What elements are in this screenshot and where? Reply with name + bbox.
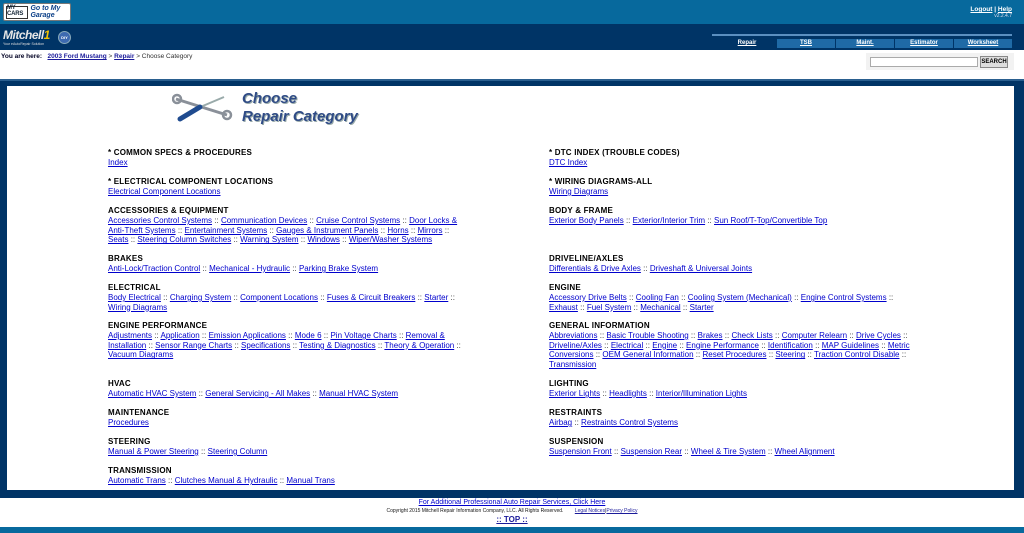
breadcrumb-sep: > — [108, 53, 113, 60]
link-seats[interactable]: Seats — [108, 235, 129, 245]
link-engine[interactable]: Engine — [652, 340, 678, 350]
category-links — [108, 331, 470, 360]
link-warning-system[interactable]: Warning System — [240, 235, 299, 245]
link-separator: :: — [168, 476, 173, 485]
link-separator: :: — [775, 331, 780, 340]
category-heading: STEERING — [108, 437, 151, 446]
help-link[interactable]: Help — [997, 6, 1012, 13]
link-electrical[interactable]: Electrical — [610, 340, 644, 350]
link-sensor-range-charts[interactable]: Sensor Range Charts — [155, 340, 233, 350]
link-separator: :: — [288, 331, 293, 340]
link-separator: :: — [681, 293, 686, 302]
link-separator: :: — [201, 331, 207, 340]
link-separator: :: — [695, 350, 701, 360]
link-windows[interactable]: Windows — [307, 235, 340, 245]
link-driveshaft-universal-joints[interactable]: Driveshaft & Universal Joints — [649, 264, 753, 273]
link-procedures[interactable]: Procedures — [108, 418, 149, 427]
link-separator: :: — [292, 340, 298, 350]
link-separator: :: — [815, 340, 820, 350]
separator: | — [994, 6, 997, 13]
category-links — [549, 293, 911, 312]
link-restraints-control-systems[interactable]: Restraints Control Systems — [581, 418, 678, 427]
garage-label: Go to My Garage — [30, 5, 61, 19]
category-common-specs-procedures — [108, 148, 470, 168]
separator: | — [605, 508, 607, 514]
category-links — [549, 216, 911, 226]
category-heading: TRANSMISSION — [108, 466, 172, 475]
link-separator: :: — [450, 293, 455, 302]
link-index[interactable]: Index — [108, 158, 128, 167]
link-theory-operation[interactable]: Theory & Operation — [384, 340, 455, 350]
link-separator: :: — [649, 389, 654, 398]
logo-tagline: Your eAutoRepair Solution — [3, 42, 45, 46]
category-heading: * DTC INDEX (TROUBLE CODES) — [549, 148, 680, 157]
account-links — [970, 6, 1012, 19]
category-engine-performance — [108, 321, 470, 360]
link-separator: :: — [580, 302, 585, 312]
link-general-servicing-all-makes[interactable]: General Servicing - All Makes — [205, 389, 311, 398]
link-parking-brake-system[interactable]: Parking Brake System — [298, 264, 379, 273]
link-separator: :: — [377, 340, 383, 350]
link-map-guidelines[interactable]: MAP Guidelines — [821, 340, 879, 350]
go-to-my-garage-button[interactable] — [3, 3, 71, 21]
link-exterior-interior-trim[interactable]: Exterior/Interior Trim — [632, 216, 706, 225]
link-separator: :: — [214, 216, 219, 225]
link-pin-voltage-charts[interactable]: Pin Voltage Charts — [330, 331, 397, 340]
category-links — [549, 331, 911, 369]
link-starter[interactable]: Starter — [689, 302, 714, 312]
link-automatic-trans[interactable]: Automatic Trans — [108, 476, 166, 485]
link-separator: :: — [234, 340, 239, 350]
category-links — [549, 264, 911, 274]
category-links — [108, 293, 470, 312]
link-separator: :: — [269, 225, 274, 235]
link-separator: :: — [707, 216, 712, 225]
link-separator: :: — [604, 340, 609, 350]
link-specifications[interactable]: Specifications — [241, 340, 291, 350]
tab-bar-line — [712, 34, 1012, 36]
link-sun-roof-t-top-convertible-top[interactable]: Sun Roof/T-Top/Convertible Top — [714, 216, 828, 225]
link-anti-lock-traction-control[interactable]: Anti-Lock/Traction Control — [108, 264, 201, 273]
link-engine-control-systems[interactable]: Engine Control Systems — [800, 293, 887, 302]
category-wiring-diagrams-all — [549, 177, 911, 197]
link-emission-applications[interactable]: Emission Applications — [208, 331, 286, 340]
category-heading: ELECTRICAL — [108, 283, 161, 292]
link-cruise-control-systems[interactable]: Cruise Control Systems — [316, 216, 401, 225]
back-to-top-link[interactable]: :: TOP :: — [496, 515, 528, 524]
category-heading: BRAKES — [108, 254, 143, 263]
breadcrumb-vehicle[interactable]: 2003 Ford Mustang — [47, 53, 107, 60]
footer — [0, 498, 1024, 524]
category-heading: * COMMON SPECS & PROCEDURES — [108, 148, 253, 157]
category-links — [549, 187, 911, 197]
link-gauges-instrument-panels[interactable]: Gauges & Instrument Panels — [276, 225, 379, 235]
category-driveline-axles — [549, 254, 911, 274]
link-exterior-body-panels[interactable]: Exterior Body Panels — [549, 216, 624, 225]
link-separator: :: — [903, 331, 908, 340]
category-electrical — [108, 283, 470, 312]
link-traction-control-disable[interactable]: Traction Control Disable — [813, 350, 900, 360]
category-lighting — [549, 379, 911, 399]
link-differentials-drive-axles[interactable]: Differentials & Drive Axles — [549, 264, 641, 273]
link-separator: :: — [312, 389, 317, 398]
link-wiper-washer-systems[interactable]: Wiper/Washer Systems — [348, 235, 433, 245]
link-horns[interactable]: Horns — [387, 225, 409, 235]
category-links — [549, 418, 911, 428]
link-steering[interactable]: Steering — [775, 350, 806, 360]
link-communication-devices[interactable]: Communication Devices — [220, 216, 308, 225]
link-separator: :: — [279, 476, 285, 485]
link-separator: :: — [645, 340, 650, 350]
link-separator: :: — [807, 350, 812, 360]
link-clutches-manual-hydraulic[interactable]: Clutches Manual & Hydraulic — [174, 476, 278, 485]
link-application[interactable]: Application — [160, 331, 200, 340]
category-links — [549, 447, 911, 457]
tab-estimator[interactable]: Estimator — [895, 39, 953, 48]
link-fuel-system[interactable]: Fuel System — [586, 302, 632, 312]
link-separator: :: — [901, 350, 907, 360]
privacy-policy-link[interactable]: Privacy Policy — [606, 508, 638, 514]
link-separator: :: — [625, 216, 631, 225]
link-manual-hvac-system[interactable]: Manual HVAC System — [319, 389, 399, 398]
link-mechanical-hydraulic[interactable]: Mechanical - Hydraulic — [209, 264, 291, 273]
link-separator: :: — [292, 264, 297, 273]
legal-notices-link[interactable]: Legal Notices — [574, 508, 606, 514]
tab-tsb[interactable]: TSB — [777, 39, 835, 48]
link-exhaust[interactable]: Exhaust — [549, 302, 578, 312]
category-links — [549, 158, 911, 168]
category-heading: SUSPENSION — [549, 437, 604, 446]
link-computer-relearn[interactable]: Computer Relearn — [781, 331, 848, 340]
category-body-frame — [549, 206, 911, 226]
link-separator: :: — [629, 293, 634, 302]
link-wheel-tire-system[interactable]: Wheel & Tire System — [690, 447, 766, 456]
link-wiring-diagrams[interactable]: Wiring Diagrams — [549, 187, 609, 196]
link-manual-trans[interactable]: Manual Trans — [286, 476, 335, 485]
copyright-text: Copyright 2015 Mitchell Repair Information Company, LLC. All Rights Reserved. — [386, 508, 564, 514]
link-engine-performance[interactable]: Engine Performance — [686, 340, 759, 350]
search-box — [866, 53, 1014, 70]
nav-tabs — [718, 39, 1012, 48]
link-fuses-circuit-breakers[interactable]: Fuses & Circuit Breakers — [326, 293, 416, 302]
copyright — [0, 508, 1024, 514]
link-separator: :: — [300, 235, 306, 245]
mitchell1-logo — [3, 28, 68, 46]
link-door-locks-anti-theft-systems[interactable]: Door Locks & Anti-Theft Systems — [108, 216, 458, 235]
title-line-1: Choose — [242, 90, 298, 107]
link-separator: :: — [767, 447, 773, 456]
link-separator: :: — [888, 293, 894, 302]
category-links — [108, 418, 470, 428]
link-basic-trouble-shooting[interactable]: Basic Trouble Shooting — [606, 331, 689, 340]
link-separator: :: — [402, 216, 407, 225]
link-driveline-axles[interactable]: Driveline/Axles — [549, 340, 602, 350]
link-abbreviations[interactable]: Abbreviations — [549, 331, 598, 340]
page-title — [242, 90, 358, 126]
category-heading: * WIRING DIAGRAMS-ALL — [549, 177, 653, 186]
category-accessories-equipment — [108, 206, 470, 245]
link-suspension-rear[interactable]: Suspension Rear — [620, 447, 682, 456]
link-starter[interactable]: Starter — [424, 293, 449, 302]
link-vacuum-diagrams[interactable]: Vacuum Diagrams — [108, 350, 174, 360]
link-separator: :: — [444, 225, 450, 235]
category-electrical-component-locations — [108, 177, 470, 197]
category-steering — [108, 437, 470, 457]
category-heading: ENGINE — [549, 283, 581, 292]
link-separator: :: — [574, 418, 579, 427]
tab-repair[interactable]: Repair — [718, 39, 776, 48]
category-heading: * ELECTRICAL COMPONENT LOCATIONS — [108, 177, 274, 186]
link-suspension-front[interactable]: Suspension Front — [549, 447, 612, 456]
link-cooling-system-mechanical[interactable]: Cooling System (Mechanical) — [687, 293, 792, 302]
category-links — [108, 187, 470, 197]
link-separator: :: — [684, 447, 689, 456]
category-engine — [549, 283, 911, 312]
link-cooling-fan[interactable]: Cooling Fan — [635, 293, 679, 302]
link-body-electrical[interactable]: Body Electrical — [108, 293, 161, 302]
title-line-2: Repair Category — [242, 108, 358, 125]
category-brakes — [108, 254, 470, 274]
category-heading: RESTRAINTS — [549, 408, 603, 417]
link-separator: :: — [417, 293, 423, 302]
link-separator: :: — [233, 235, 238, 245]
link-headlights[interactable]: Headlights — [609, 389, 647, 398]
link-separator: :: — [761, 340, 766, 350]
link-separator: :: — [130, 235, 136, 245]
breadcrumb — [1, 53, 192, 60]
wrench-screwdriver-icon — [172, 93, 234, 123]
link-separator: :: — [177, 225, 183, 235]
version-label: v2.2.4.7 — [994, 13, 1012, 19]
link-wheel-alignment[interactable]: Wheel Alignment — [774, 447, 835, 456]
category-links — [108, 389, 470, 399]
link-separator: :: — [595, 350, 601, 360]
breadcrumb-sep: > — [136, 53, 140, 60]
link-check-lists[interactable]: Check Lists — [731, 331, 773, 340]
link-mechanical[interactable]: Mechanical — [640, 302, 681, 312]
link-separator: :: — [320, 293, 325, 302]
link-separator: :: — [154, 331, 159, 340]
link-mirrors[interactable]: Mirrors — [417, 225, 443, 235]
link-drive-cycles[interactable]: Drive Cycles — [856, 331, 901, 340]
breadcrumb-prefix: You are here: — [1, 53, 43, 60]
category-links — [549, 389, 911, 399]
link-separator: :: — [198, 389, 204, 398]
logo-number: 1 — [43, 28, 50, 42]
link-adjustments[interactable]: Adjustments — [108, 331, 153, 340]
link-separator: :: — [200, 447, 206, 456]
link-component-locations[interactable]: Component Locations — [240, 293, 318, 302]
category-heading: LIGHTING — [549, 379, 589, 388]
category-links — [108, 476, 470, 486]
category-heading: DRIVELINE/AXLES — [549, 254, 624, 263]
link-separator: :: — [599, 331, 605, 340]
category-links — [108, 447, 470, 457]
my-cars-plate-icon: MY CARS — [6, 6, 28, 19]
link-separator: :: — [202, 264, 207, 273]
link-separator: :: — [643, 264, 648, 273]
link-separator: :: — [794, 293, 799, 302]
category-heading: ACCESSORIES & EQUIPMENT — [108, 206, 229, 215]
category-links — [108, 158, 470, 168]
link-separator: :: — [233, 293, 238, 302]
bottom-bar — [0, 527, 1024, 533]
category-heading: MAINTENANCE — [108, 408, 170, 417]
link-testing-diagnostics[interactable]: Testing & Diagnostics — [299, 340, 376, 350]
link-removal-installation[interactable]: Removal & Installation — [108, 331, 445, 350]
link-separator: :: — [398, 331, 404, 340]
link-wiring-diagrams[interactable]: Wiring Diagrams — [108, 302, 168, 312]
link-separator: :: — [849, 331, 854, 340]
category-heading: HVAC — [108, 379, 131, 388]
link-separator: :: — [602, 389, 607, 398]
link-dtc-index[interactable]: DTC Index — [549, 158, 588, 167]
link-metric-conversions[interactable]: Metric Conversions — [549, 340, 910, 360]
category-dtc-index-trouble-codes — [549, 148, 911, 168]
link-steering-column[interactable]: Steering Column — [207, 447, 268, 456]
category-links — [108, 264, 470, 274]
link-manual-power-steering[interactable]: Manual & Power Steering — [108, 447, 199, 456]
category-links — [108, 216, 470, 245]
link-entertainment-systems[interactable]: Entertainment Systems — [184, 225, 268, 235]
link-separator: :: — [768, 350, 774, 360]
link-separator: :: — [682, 302, 688, 312]
link-separator: :: — [163, 293, 168, 302]
category-transmission — [108, 466, 470, 486]
link-separator: :: — [342, 235, 347, 245]
link-accessory-drive-belts[interactable]: Accessory Drive Belts — [549, 293, 627, 302]
link-accessories-control-systems[interactable]: Accessories Control Systems — [108, 216, 213, 225]
category-maintenance — [108, 408, 470, 428]
category-heading: ENGINE PERFORMANCE — [108, 321, 208, 330]
diy-badge: DIY — [58, 31, 71, 44]
logout-link[interactable]: Logout — [970, 6, 993, 13]
tab-worksheet[interactable]: Worksheet — [954, 39, 1012, 48]
link-separator: :: — [410, 225, 416, 235]
link-automatic-hvac-system[interactable]: Automatic HVAC System — [108, 389, 197, 398]
category-heading: BODY & FRAME — [549, 206, 614, 215]
link-mode-6[interactable]: Mode 6 — [294, 331, 322, 340]
link-separator: :: — [679, 340, 684, 350]
category-heading: GENERAL INFORMATION — [549, 321, 650, 330]
breadcrumb-current: Choose Category — [141, 53, 193, 60]
link-identification[interactable]: Identification — [767, 340, 813, 350]
tab-maint[interactable]: Maint. — [836, 39, 894, 48]
link-separator: :: — [881, 340, 886, 350]
link-separator: :: — [323, 331, 329, 340]
link-separator: :: — [148, 340, 153, 350]
link-separator: :: — [380, 225, 386, 235]
link-steering-column-switches[interactable]: Steering Column Switches — [137, 235, 232, 245]
link-oem-general-information[interactable]: OEM General Information — [602, 350, 694, 360]
top-bar — [0, 0, 1024, 24]
link-airbag[interactable]: Airbag — [549, 418, 573, 427]
additional-services-link[interactable]: For Additional Professional Auto Repair Services, Click Here — [418, 499, 606, 506]
category-hvac — [108, 379, 470, 399]
search-button[interactable]: SEARCH — [980, 56, 1008, 68]
logo-brand: Mitchell — [3, 28, 44, 42]
link-exterior-lights[interactable]: Exterior Lights — [549, 389, 601, 398]
link-brakes[interactable]: Brakes — [697, 331, 723, 340]
category-restraints — [549, 408, 911, 428]
link-separator: :: — [309, 216, 314, 225]
breadcrumb-repair[interactable]: Repair — [114, 53, 135, 60]
search-input[interactable] — [870, 57, 978, 67]
link-separator: :: — [633, 302, 638, 312]
link-separator: :: — [456, 340, 461, 350]
category-general-information — [549, 321, 911, 369]
link-interior-illumination-lights[interactable]: Interior/Illumination Lights — [655, 389, 747, 398]
link-transmission[interactable]: Transmission — [549, 359, 597, 369]
link-separator: :: — [690, 331, 696, 340]
link-separator: :: — [724, 331, 730, 340]
category-suspension — [549, 437, 911, 457]
link-electrical-component-locations[interactable]: Electrical Component Locations — [108, 187, 221, 196]
link-reset-procedures[interactable]: Reset Procedures — [702, 350, 767, 360]
link-charging-system[interactable]: Charging System — [169, 293, 232, 302]
link-separator: :: — [613, 447, 619, 456]
